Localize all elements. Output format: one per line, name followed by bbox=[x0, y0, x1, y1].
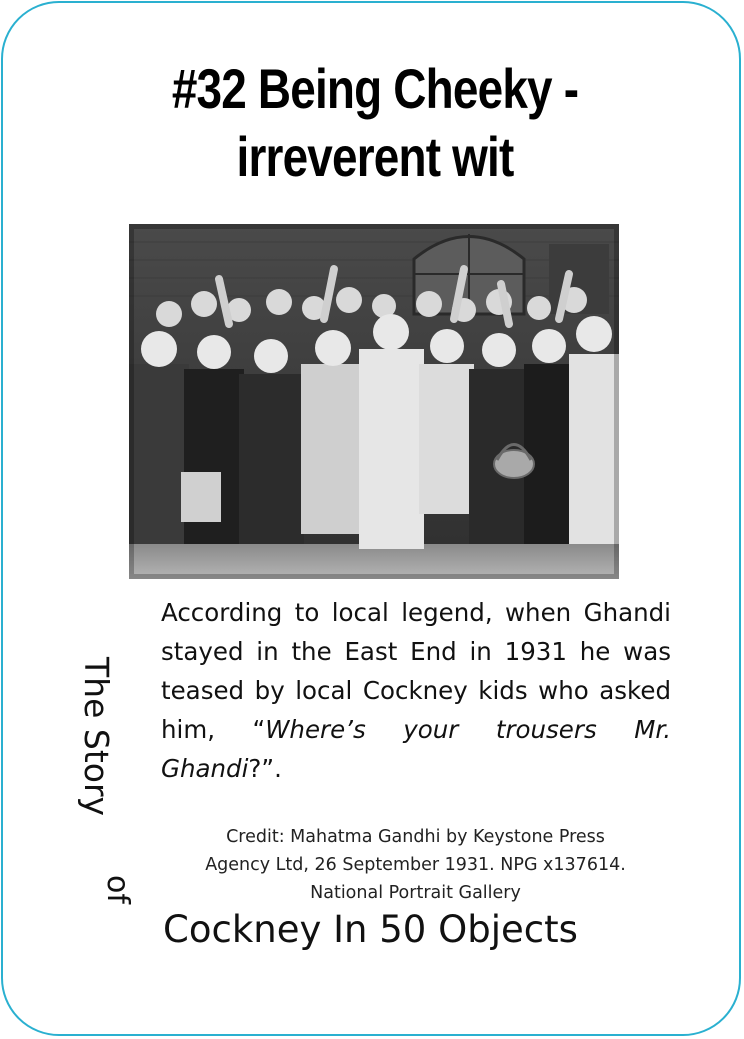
series-title: Cockney In 50 Objects bbox=[163, 908, 578, 951]
photo-illustration bbox=[129, 224, 619, 579]
card-title bbox=[103, 55, 647, 191]
vertical-the-story: The Story bbox=[77, 657, 116, 817]
story-quote: Where’s your trousers Mr. Ghandi bbox=[161, 715, 671, 783]
title-line-1: #32 Being Cheeky - bbox=[171, 57, 579, 120]
credit-line-3: National Portrait Gallery bbox=[310, 883, 521, 903]
historic-crowd-photo bbox=[129, 224, 619, 579]
photo-credit bbox=[163, 823, 668, 907]
credit-line-2: Agency Ltd, 26 September 1931. NPG x137614. bbox=[205, 855, 626, 875]
card bbox=[1, 1, 741, 1036]
story-text-part-1: According to local legend, when Ghandi stayed in the East End in 1931 he was teased by local Cockney kids who asked him, “ bbox=[161, 598, 671, 744]
vertical-of: of bbox=[100, 875, 135, 904]
title-line-2: irreverent wit bbox=[236, 125, 514, 188]
story-text-part-2: ?”. bbox=[248, 754, 282, 783]
credit-line-1: Credit: Mahatma Gandhi by Keystone Press bbox=[226, 827, 605, 847]
story-paragraph bbox=[161, 593, 671, 788]
